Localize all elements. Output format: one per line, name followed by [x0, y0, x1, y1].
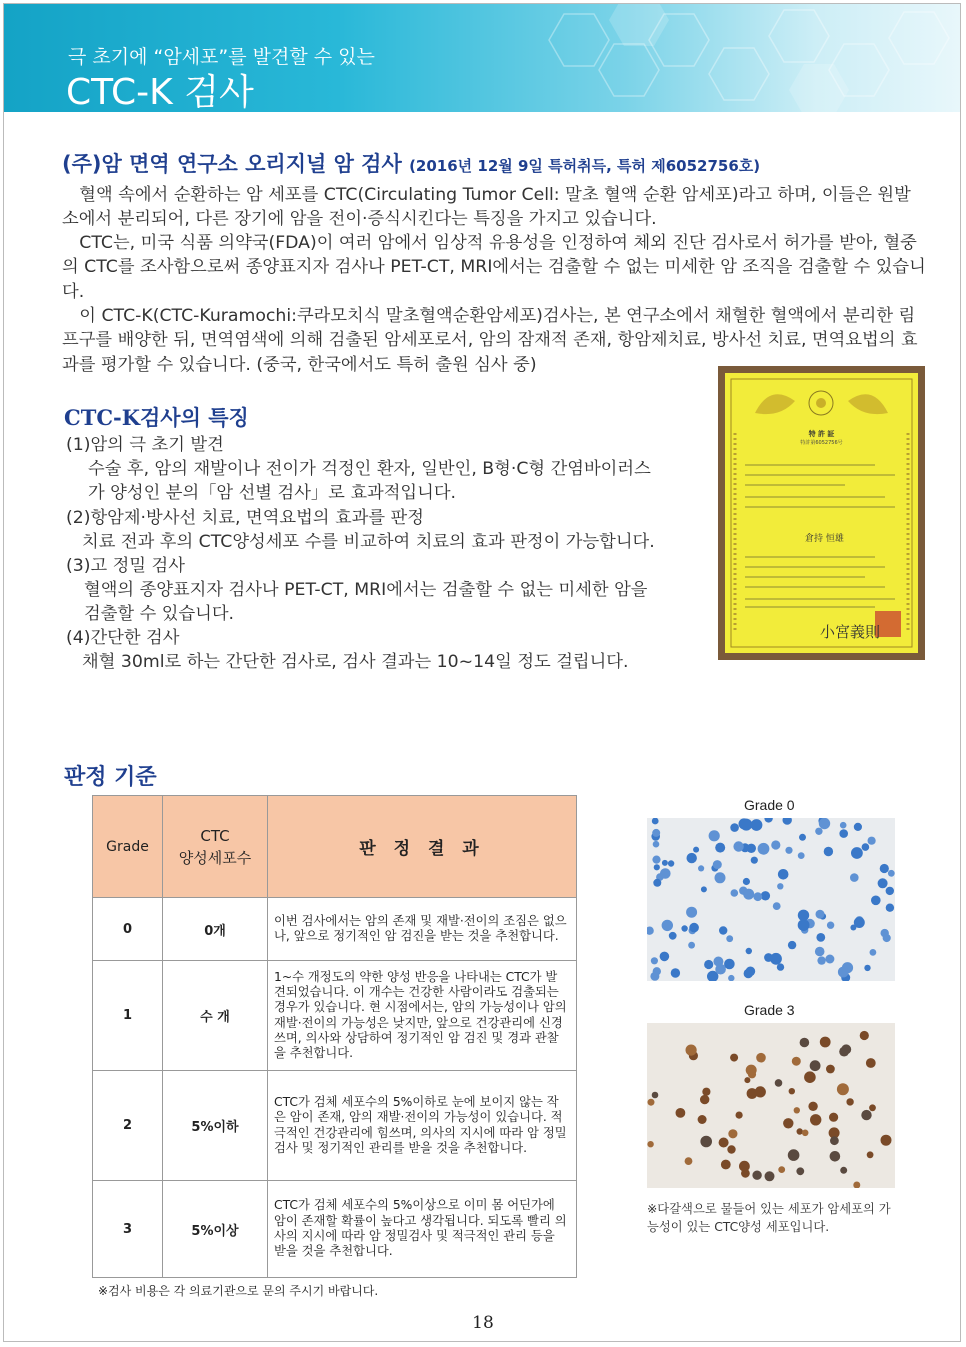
cell-nucleus	[853, 1182, 860, 1189]
cell-nucleus	[869, 1104, 876, 1111]
cell-nucleus	[647, 927, 654, 935]
cell-nucleus	[871, 896, 881, 906]
patent-note: (2016년 12월 9일 특허취득, 특허 제6052756호)	[409, 157, 761, 175]
cell-nucleus	[676, 1108, 686, 1118]
cell-nucleus	[744, 1077, 750, 1083]
feature-heading-1: (1)암의 극 초기 발견	[66, 435, 224, 455]
grade-cell: 1	[93, 961, 163, 1071]
cell-nucleus	[808, 1102, 817, 1111]
cell-nucleus	[820, 1037, 831, 1048]
cell-nucleus	[701, 886, 707, 892]
count-cell: 수 개	[163, 961, 268, 1071]
result-cell: CTC가 검체 세포수의 5%이상으로 이미 몸 어딘가에 암이 존재할 확률이 높다고 생각됩니다. 되도록 빨리 의사의 지시에 따라 암 정밀검사 및 적극적인 관리 등을 받을 것을 추천합니다.	[268, 1181, 577, 1278]
page-number: 18	[472, 1313, 494, 1333]
cell-nucleus	[775, 1079, 783, 1087]
grade-cell: 3	[93, 1181, 163, 1278]
cell-nucleus	[721, 1160, 731, 1170]
feature-line: 채혈 30ml로 하는 간단한 검사로, 검사 결과는 10~14일 정도 걸립니다.	[82, 652, 629, 672]
table-row	[93, 1071, 577, 1181]
feature-line: 혈액의 종양표지자 검사나 PET-CT, MRI에서는 검출할 수 없는 미세한 암을	[84, 580, 648, 600]
cell-nucleus	[731, 889, 739, 897]
cell-nucleus	[771, 840, 780, 849]
cell-nucleus	[837, 1083, 849, 1095]
cell-nucleus	[650, 972, 659, 981]
table-row	[93, 1181, 577, 1278]
cell-nucleus	[748, 1070, 756, 1078]
cell-nucleus	[826, 1065, 835, 1074]
cell-nucleus	[789, 1088, 795, 1094]
cell-nucleus	[652, 1092, 659, 1099]
cell-nucleus	[830, 1136, 839, 1145]
grade0-micrograph	[647, 818, 895, 981]
header-ctc-count	[163, 796, 268, 898]
cell-nucleus	[752, 1171, 761, 1180]
cell-nucleus	[730, 823, 739, 832]
section1-heading: (주)암 면역 연구소 오리지널 암 검사	[62, 152, 402, 176]
result-cell: 이번 검사에서는 암의 존재 및 재발·전이의 조짐은 없으나, 앞으로 정기적인 암 검진을 받는 것을 추천합니다.	[268, 898, 577, 961]
cell-nucleus	[758, 843, 770, 855]
section1-title	[62, 148, 760, 178]
cell-nucleus	[715, 872, 726, 883]
cell-nucleus	[715, 843, 725, 853]
cell-nucleus	[798, 852, 805, 859]
cell-nucleus	[724, 959, 735, 970]
table-row	[93, 961, 577, 1071]
cell-nucleus	[810, 1060, 821, 1071]
cell-nucleus	[829, 1113, 838, 1122]
cell-nucleus	[783, 818, 792, 825]
cell-nucleus	[797, 1128, 803, 1134]
cell-nucleus	[668, 860, 674, 866]
cell-nucleus	[788, 941, 796, 949]
cell-nucleus	[824, 847, 833, 856]
cell-nucleus	[653, 841, 660, 848]
cell-nucleus	[840, 822, 847, 829]
count-cell: 0개	[163, 898, 268, 961]
cell-nucleus	[783, 1118, 793, 1128]
cell-nucleus	[846, 1098, 853, 1105]
cell-nucleus	[777, 963, 784, 970]
cell-nucleus	[765, 1171, 775, 1181]
cell-nucleus	[839, 1047, 849, 1057]
cell-nucleus	[719, 926, 727, 934]
cost-note: ※검사 비용은 각 의료기관으로 문의 주시기 바랍니다.	[98, 1284, 379, 1298]
cell-nucleus	[861, 1110, 871, 1120]
cell-nucleus	[854, 917, 865, 928]
certificate-paper	[725, 373, 918, 653]
cell-nucleus	[702, 1088, 710, 1096]
cell-nucleus	[819, 818, 830, 829]
cell-nucleus	[681, 925, 687, 931]
cell-nucleus	[839, 829, 848, 838]
cell-nucleus	[773, 902, 781, 910]
cell-nucleus	[747, 1088, 758, 1099]
cell-nucleus	[788, 1149, 800, 1161]
grade-cell: 0	[93, 898, 163, 961]
cell-nucleus	[671, 968, 680, 977]
count-cell: 5%이상	[163, 1181, 268, 1278]
cell-nucleus	[880, 864, 889, 873]
cell-nucleus	[878, 878, 888, 888]
cell-nucleus	[751, 857, 758, 864]
cell-nucleus	[886, 887, 894, 895]
cell-nucleus	[686, 1045, 697, 1056]
certificate-inventor: 倉持 恒雄	[805, 534, 844, 544]
cell-nucleus	[866, 1058, 876, 1068]
cell-nucleus	[730, 1054, 738, 1062]
cell-nucleus	[743, 889, 754, 900]
cell-nucleus	[719, 1138, 729, 1148]
grade3-label: Grade 3	[744, 1002, 795, 1018]
cell-nucleus	[685, 1157, 693, 1165]
cell-nucleus	[739, 818, 750, 829]
cell-nucleus	[827, 922, 834, 929]
cell-nucleus	[698, 865, 704, 871]
cell-nucleus	[816, 933, 825, 942]
criteria-title: 판정 기준	[64, 765, 157, 790]
cell-nucleus	[792, 1057, 801, 1066]
cell-nucleus	[751, 819, 763, 831]
cell-nucleus	[864, 965, 870, 971]
feature-heading-3: (3)고 정밀 검사	[66, 556, 185, 576]
certificate-ornament	[725, 373, 918, 653]
intro-paragraph-2: CTC는, 미국 식품 의약국(FDA)이 여러 암에서 임상적 유용성을 인정하여 체외 진단 검사로서 허가를 받아, 혈중의 CTC를 조사함으로써 종양표지자 검사나 PET-CT, MRI에서는 검출할 수 없는 미세한 암 조직을 검출할 수 있습니다.	[62, 233, 926, 302]
result-cell: 1~수 개정도의 약한 양성 반응을 나타내는 CTC가 발견되었습니다. 이 개수는 건강한 사람이라도 검출되는 경우가 있습니다. 현 시점에서는, 암의 가능성이나 암의 재발·전이의 가능성은 낮지만, 앞으로 건강관리에 신경 쓰며, 의사와 상담하여 정기적인 암 검진 및 경과 관찰을 추천합니다.	[268, 961, 577, 1071]
cell-nucleus	[709, 830, 720, 841]
feature-heading-4: (4)간단한 검사	[66, 628, 180, 648]
cell-nucleus	[727, 1145, 735, 1153]
header-ctc-count-text: CTC 양성세포수	[178, 826, 252, 867]
certificate-signature: 小宮義則	[820, 623, 881, 641]
cell-nucleus	[764, 818, 772, 823]
cell-nucleus	[761, 891, 770, 900]
cell-nucleus	[726, 935, 733, 942]
cell-nucleus	[652, 829, 660, 837]
cell-nucleus	[700, 1095, 709, 1104]
cell-nucleus	[746, 948, 752, 954]
intro-paragraph-1: 혈액 속에서 순환하는 암 세포를 CTC(Circulating Tumor Cell: 말초 혈액 순환 암세포)라고 하며, 이들은 원발소에서 분리되어, 다른 장기에 암을 전이·증식시킨다는 특징을 가지고 있습니다.	[62, 185, 911, 230]
page-title: CTC-K 검사	[66, 72, 254, 112]
cell-nucleus	[860, 1031, 869, 1040]
feature-line: 검출할 수 있습니다.	[84, 604, 235, 624]
cell-nucleus	[669, 932, 677, 940]
cell-nucleus	[868, 837, 876, 845]
cell-nucleus	[867, 1151, 874, 1158]
cell-nucleus	[728, 1129, 737, 1138]
cell-nucleus	[810, 1114, 821, 1125]
grade3-micrograph	[647, 1023, 895, 1188]
certificate-number: 特許第6052756号	[800, 440, 843, 446]
cell-nucleus	[728, 975, 734, 981]
cell-nucleus	[715, 964, 726, 975]
header-grade: Grade	[93, 796, 163, 898]
feature-line: 수술 후, 암의 재발이나 전이가 걱정인 환자, 일반인, B형·C형 간염바이러스	[88, 459, 651, 479]
cell-nucleus	[651, 957, 658, 964]
cell-nucleus	[798, 919, 810, 931]
header-result: 판 정 결 과	[268, 796, 577, 898]
cell-nucleus	[743, 878, 750, 885]
cell-nucleus	[704, 960, 713, 969]
cell-nucleus	[794, 1107, 800, 1113]
cell-nucleus	[825, 955, 834, 964]
cell-nucleus	[850, 873, 859, 882]
cell-nucleus	[838, 967, 849, 978]
certificate-title: 特 許 証	[808, 430, 835, 438]
cell-nucleus	[770, 953, 782, 965]
cell-nucleus	[689, 923, 699, 933]
cell-nucleus	[804, 1071, 816, 1083]
cell-nucleus	[799, 834, 806, 841]
grade-criteria-table	[92, 795, 577, 1278]
cell-nucleus	[739, 1161, 750, 1172]
cell-nucleus	[736, 1112, 743, 1119]
cell-nucleus	[648, 1099, 655, 1106]
cell-nucleus	[654, 864, 660, 870]
cell-nucleus	[886, 904, 894, 912]
cell-nucleus	[660, 952, 670, 962]
cell-nucleus	[777, 883, 783, 889]
count-cell: 5%이하	[163, 1071, 268, 1181]
feature-heading-2: (2)항암제·방사선 치료, 면역요법의 효과를 판정	[66, 508, 424, 528]
cell-nucleus	[698, 1115, 707, 1124]
cell-nucleus	[840, 1167, 847, 1174]
cell-nucleus	[881, 1135, 892, 1146]
cell-nucleus	[830, 1151, 841, 1162]
cell-nucleus	[778, 869, 789, 880]
cell-nucleus	[753, 892, 762, 901]
grade-cell: 2	[93, 1071, 163, 1181]
cell-nucleus	[647, 1141, 653, 1147]
cell-nucleus	[816, 910, 825, 919]
cell-nucleus	[662, 920, 673, 931]
micrograph-caption: ※다갈색으로 물들어 있는 세포가 암세포의 가능성이 있는 CTC양성 세포입니다.	[647, 1202, 891, 1234]
cell-nucleus	[800, 1038, 810, 1048]
table-row	[93, 898, 577, 961]
cell-nucleus	[662, 860, 668, 866]
cell-nucleus	[862, 843, 870, 851]
cell-nucleus	[653, 879, 661, 887]
grade0-cells	[647, 818, 895, 981]
cell-nucleus	[854, 823, 862, 831]
intro-paragraph-3: 이 CTC-K(CTC-Kuramochi:쿠라모치식 말초혈액순환암세포)검사는, 본 연구소에서 채혈한 혈액에서 분리한 림프구를 배양한 뒤, 면역염색에 의해 검출된 암세포로서, 암의 잠재적 존재, 항암제치료, 방사선 치료, 면역요법의 효과를 평가할 수 있습니다. (중국, 한국에서도 특허 출원 심사 중)	[62, 306, 918, 375]
cell-nucleus	[756, 1053, 766, 1063]
cell-nucleus	[870, 949, 877, 956]
banner-subtitle: 극 초기에 “암세포”를 발견할 수 있는	[68, 46, 375, 68]
cell-nucleus	[747, 844, 756, 853]
cell-nucleus	[883, 934, 891, 942]
cell-nucleus	[785, 847, 792, 854]
table-header-row	[93, 796, 577, 898]
result-cell: CTC가 검체 세포수의 5%이하로 눈에 보이지 않는 작은 암이 존재, 암의 재발·전이의 가능성이 있습니다. 적극적인 건강관리에 힘쓰며, 의사의 지시에 따라 암 정밀검사 및 정기적인 관리를 받을 것을 추천합니다.	[268, 1071, 577, 1181]
cell-nucleus	[686, 907, 697, 918]
grade3-cells	[647, 1023, 895, 1188]
cell-nucleus	[851, 847, 863, 859]
cell-nucleus	[693, 847, 699, 853]
cell-nucleus	[796, 1167, 804, 1175]
cell-nucleus	[700, 1136, 712, 1148]
feature-line: 치료 전과 후의 CTC양성세포 수를 비교하여 치료의 효과 판정이 가능합니다.	[82, 532, 655, 552]
cell-nucleus	[652, 856, 660, 864]
cell-nucleus	[815, 947, 825, 957]
cell-nucleus	[815, 828, 822, 835]
cell-nucleus	[744, 969, 753, 978]
cell-nucleus	[652, 818, 659, 824]
cell-nucleus	[688, 942, 695, 949]
feature-line: 가 양성인 분의「암 선별 검사」로 효과적입니다.	[88, 483, 457, 503]
cell-nucleus	[733, 841, 743, 851]
features-title: CTC-K검사의 특징	[64, 405, 249, 430]
cell-nucleus	[802, 1130, 809, 1137]
header-banner	[4, 4, 960, 112]
grade0-label: Grade 0	[744, 797, 795, 813]
cell-nucleus	[713, 860, 722, 869]
cell-nucleus	[778, 1166, 785, 1173]
cell-nucleus	[687, 853, 697, 863]
cell-nucleus	[817, 956, 825, 964]
cell-nucleus	[888, 870, 895, 877]
patent-certificate-image	[718, 366, 925, 660]
